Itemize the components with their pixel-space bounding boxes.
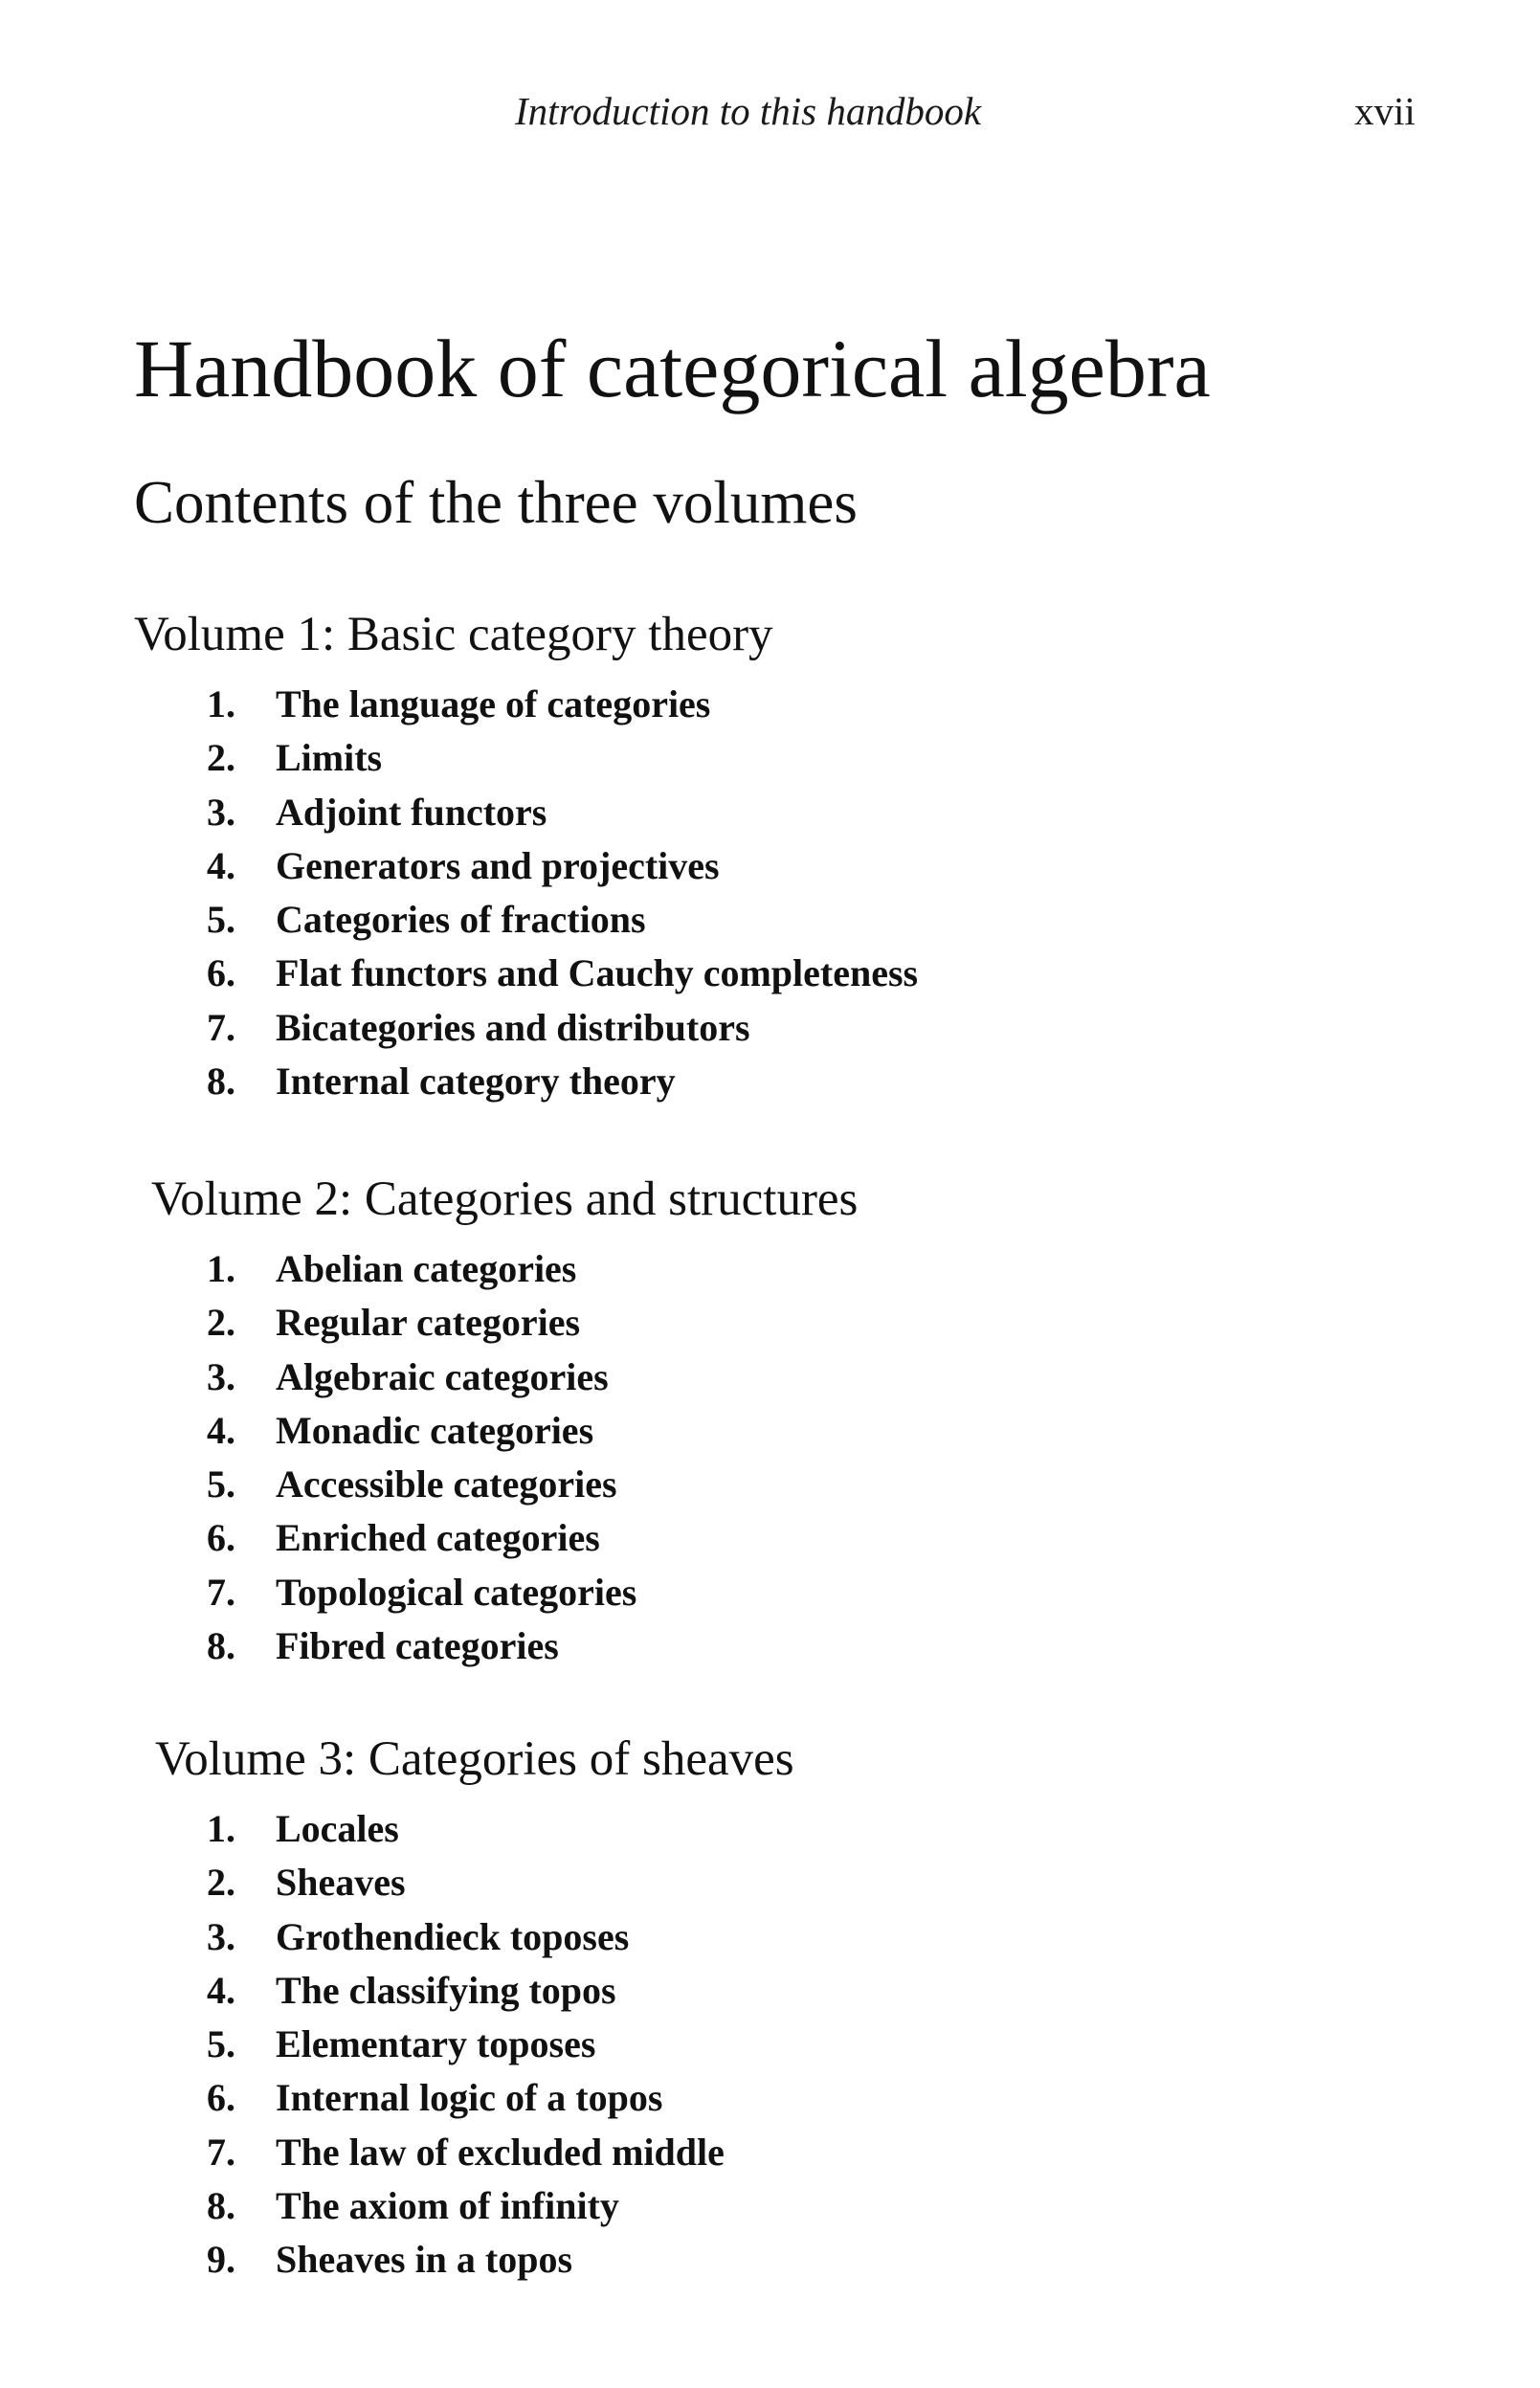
chapter-item	[0, 1001, 1540, 1055]
chapter-title: Algebraic categories	[276, 1354, 609, 1398]
chapter-number: 3.	[207, 790, 235, 834]
volume-1-heading: Volume 1: Basic category theory	[134, 608, 773, 661]
chapter-item	[0, 1910, 1540, 1964]
running-head	[0, 82, 1540, 140]
running-head-title: Introduction to this handbook	[515, 89, 982, 133]
chapter-number: 7.	[207, 1570, 235, 1614]
chapter-number: 4.	[207, 1968, 235, 2012]
chapter-title: Sheaves	[276, 1861, 406, 1905]
chapter-title: The law of excluded middle	[276, 2130, 725, 2174]
chapter-number: 1.	[207, 1247, 235, 1290]
book-subtitle: Contents of the three volumes	[134, 469, 858, 536]
chapter-item	[0, 1404, 1540, 1458]
chapter-item	[0, 1566, 1540, 1619]
chapter-title: Limits	[276, 736, 383, 780]
chapter-title: Sheaves in a topos	[276, 2238, 573, 2282]
chapter-item	[0, 947, 1540, 1000]
chapter-item	[0, 839, 1540, 893]
chapter-number: 8.	[207, 1624, 235, 1668]
chapter-title: Regular categories	[276, 1301, 581, 1345]
chapter-item	[0, 2018, 1540, 2071]
page-number: xvii	[1354, 89, 1416, 133]
chapter-number: 2.	[207, 1861, 235, 1905]
chapter-title: Flat functors and Cauchy completeness	[276, 951, 919, 995]
book-title: Handbook of categorical algebra	[134, 323, 1211, 414]
chapter-title: Internal category theory	[276, 1060, 676, 1104]
volume-2-chapter-list	[0, 1242, 1540, 1673]
chapter-item	[0, 731, 1540, 785]
chapter-item	[0, 1802, 1540, 1856]
chapter-title: Categories of fractions	[276, 898, 646, 942]
chapter-item	[0, 1856, 1540, 1909]
volume-1-chapter-list	[0, 678, 1540, 1108]
chapter-number: 5.	[207, 898, 235, 942]
chapter-number: 4.	[207, 1408, 235, 1452]
chapter-item	[0, 1055, 1540, 1108]
chapter-title: Bicategories and distributors	[276, 1005, 750, 1049]
chapter-item	[0, 1350, 1540, 1404]
chapter-item	[0, 1511, 1540, 1565]
chapter-title: Enriched categories	[276, 1516, 600, 1560]
chapter-item	[0, 678, 1540, 731]
chapter-item	[0, 1619, 1540, 1673]
chapter-item	[0, 893, 1540, 947]
chapter-number: 2.	[207, 736, 235, 780]
volume-3-chapter-list	[0, 1802, 1540, 2288]
chapter-number: 7.	[207, 1005, 235, 1049]
chapter-title: Internal logic of a topos	[276, 2076, 663, 2120]
chapter-number: 6.	[207, 1516, 235, 1560]
chapter-number: 6.	[207, 2076, 235, 2120]
chapter-number: 4.	[207, 843, 235, 887]
chapter-item	[0, 1242, 1540, 1296]
chapter-item	[0, 1296, 1540, 1350]
chapter-title: Generators and projectives	[276, 843, 720, 887]
chapter-number: 8.	[207, 1060, 235, 1104]
chapter-number: 3.	[207, 1354, 235, 1398]
chapter-number: 1.	[207, 682, 235, 725]
chapter-number: 3.	[207, 1914, 235, 1958]
chapter-item	[0, 2126, 1540, 2179]
chapter-number: 2.	[207, 1301, 235, 1345]
chapter-item	[0, 2233, 1540, 2287]
chapter-title: Adjoint functors	[276, 790, 547, 834]
chapter-title: Accessible categories	[276, 1462, 617, 1506]
chapter-title: Abelian categories	[276, 1247, 577, 1290]
chapter-number: 5.	[207, 2022, 235, 2066]
chapter-number: 6.	[207, 951, 235, 995]
chapter-title: Topological categories	[276, 1570, 637, 1614]
chapter-title: The language of categories	[276, 682, 711, 725]
chapter-item	[0, 786, 1540, 839]
chapter-item	[0, 2071, 1540, 2125]
volume-3-heading: Volume 3: Categories of sheaves	[155, 1732, 794, 1786]
chapter-title: Fibred categories	[276, 1624, 559, 1668]
chapter-number: 8.	[207, 2184, 235, 2228]
chapter-number: 1.	[207, 1807, 235, 1850]
chapter-title: Locales	[276, 1807, 399, 1850]
chapter-number: 9.	[207, 2238, 235, 2282]
chapter-title: The axiom of infinity	[276, 2184, 619, 2228]
chapter-title: Grothendieck toposes	[276, 1914, 630, 1958]
chapter-title: Elementary toposes	[276, 2022, 596, 2066]
chapter-item	[0, 1458, 1540, 1511]
chapter-item	[0, 2179, 1540, 2233]
chapter-number: 5.	[207, 1462, 235, 1506]
chapter-title: The classifying topos	[276, 1968, 616, 2012]
chapter-title: Monadic categories	[276, 1408, 594, 1452]
volume-2-heading: Volume 2: Categories and structures	[151, 1172, 859, 1226]
chapter-item	[0, 1964, 1540, 2018]
chapter-number: 7.	[207, 2130, 235, 2174]
